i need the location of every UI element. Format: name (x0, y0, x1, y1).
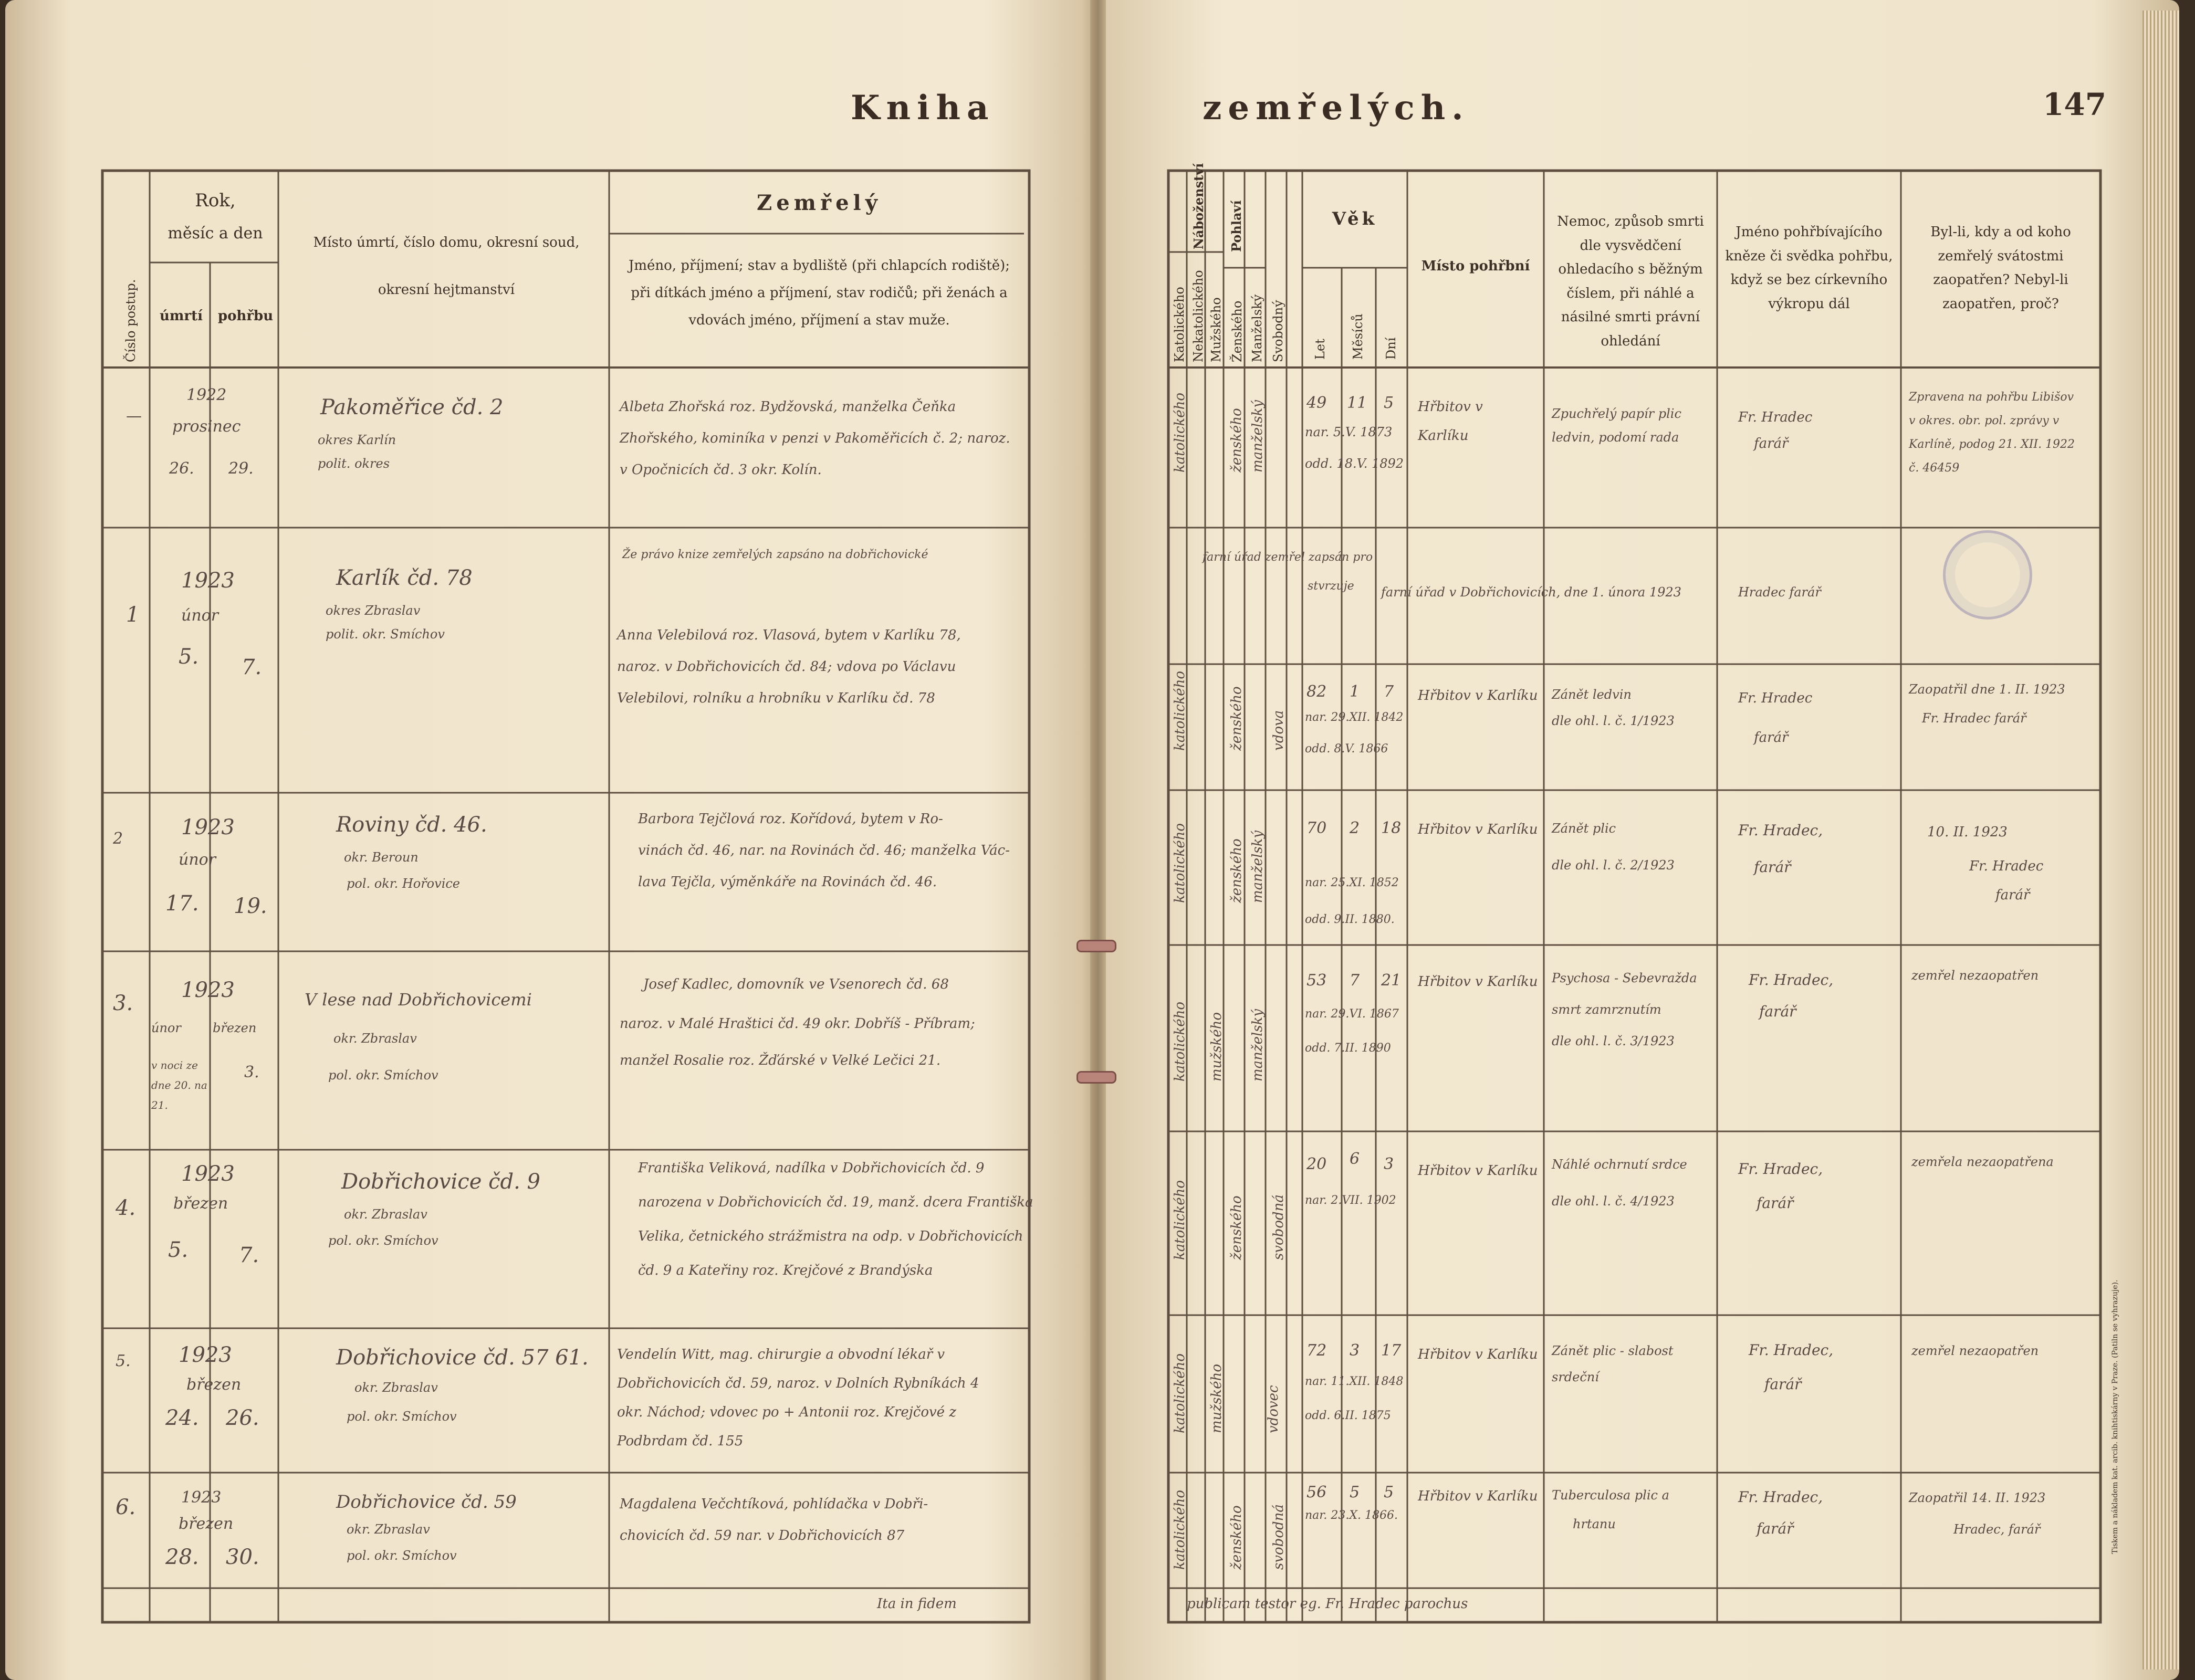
entry-cause: dle ohl. l. č. 4/1923 (1552, 1194, 1675, 1209)
entry-age-months: 3 (1350, 1341, 1360, 1360)
header-nabozenstvi: Náboženství (1191, 163, 1206, 249)
entry-deceased-line: manžel Rosalie roz. Žďárské v Velké Lečici 21. (620, 1053, 941, 1068)
entry-cause: Psychosa - Sebevražda (1552, 971, 1697, 985)
entry-cause: dle ohl. l. č. 2/1923 (1552, 858, 1675, 873)
entry-age-days: 18 (1381, 819, 1402, 837)
entry-year: 1922 (186, 386, 227, 404)
entry-age-years: 56 (1306, 1483, 1327, 1502)
entry-cause: Zánět plic (1552, 821, 1616, 836)
header-cislo: Číslo postup. (123, 279, 138, 362)
entry-status: manželský (1250, 830, 1266, 903)
entry-sex: ženského (1229, 838, 1245, 903)
entry-burial-place: Hřbitov v Karlíku (1418, 1488, 1538, 1504)
entry-number: — (126, 407, 142, 425)
entry-sacraments: Zpravena na pohřbu Libišov (1909, 391, 2074, 404)
entry-month: březen (173, 1194, 228, 1213)
entry-burial-day: 7. (242, 655, 262, 679)
entry-born: nar. 2.VII. 1902 (1305, 1194, 1396, 1207)
entry-married: odd. 9.II. 1880. (1305, 913, 1395, 926)
entry-number: 5. (116, 1352, 131, 1370)
header-svobodny: Svobodný (1271, 300, 1285, 362)
entry-priest: farář (1754, 730, 1789, 746)
entry-place-district: okres Karlín (318, 433, 396, 447)
entry-place: Dobřichovice čd. 9 (341, 1170, 540, 1194)
entry-deceased-line: Zhořského, kominíka v penzi v Pakoměřicích č. 2; naroz. (620, 430, 1010, 446)
header-muzske: Mužského (1209, 297, 1224, 362)
entry-burial-place: Hřbitov v Karlíku (1418, 1163, 1538, 1179)
entry-month: únor (151, 1021, 181, 1035)
entry-sacraments: Fr. Hradec (1969, 858, 2044, 874)
entry-priest: Fr. Hradec (1738, 690, 1813, 706)
entry-month: březen (179, 1515, 234, 1533)
entry-sacraments: Zaopatřil 14. II. 1923 (1909, 1490, 2046, 1505)
entry-priest: farář (1757, 1194, 1794, 1212)
entry-number: 4. (116, 1196, 136, 1220)
entry-place: Karlík čd. 78 (336, 566, 473, 590)
entry-place-district: okr. Zbraslav (354, 1380, 438, 1395)
entry-cause: dle ohl. l. č. 1/1923 (1552, 713, 1675, 728)
entry-age-months: 2 (1350, 819, 1360, 837)
entry-burial-day: 3. (244, 1063, 259, 1082)
header-mesic-den: měsíc a den (168, 224, 263, 243)
entry-burial-day: 29. (228, 459, 254, 478)
entry-priest: farář (1759, 1003, 1796, 1020)
entry-born: nar. 25.XI. 1852 (1305, 876, 1399, 889)
header-let: Let (1313, 339, 1328, 360)
page-number: 147 (2043, 87, 2107, 122)
entry-place-political: pol. okr. Smíchov (347, 1548, 457, 1563)
entry-number: 3. (113, 991, 133, 1015)
entry-status: svobodná (1271, 1194, 1287, 1260)
entry-sacraments: Karlíně, podog 21. XII. 1922 (1909, 438, 2075, 451)
header-zemrely-sub: Jméno, příjmení; stav a bydliště (při chlapcích rodiště); při dítkách jméno a příjmení, stav rodičů; při ženách a vdovách jméno, příjmení a stav muže. (628, 258, 1010, 328)
entry-deceased-line: chovicích čd. 59 nar. v Dobřichovicích 87 (620, 1528, 905, 1544)
entry-priest: Fr. Hradec, (1749, 1341, 1834, 1359)
header-zemrely: Zemřelý (757, 191, 882, 215)
entry-priest: farář (1757, 1520, 1794, 1537)
entry-deceased-line: Podbrdam čd. 155 (617, 1433, 744, 1449)
entry-sacraments: zemřel nezaopatřen (1911, 968, 2039, 983)
entry-age-days: 5 (1384, 1483, 1394, 1502)
entry-deceased-line: Josef Kadlec, domovník ve Vsenorech čd. 68 (643, 976, 949, 992)
entry-deceased-line: Anna Velebilová roz. Vlasová, bytem v Karlíku 78, (617, 627, 961, 643)
entry-year: 1923 (181, 1488, 222, 1507)
entry-married: odd. 18.V. 1892 (1305, 456, 1404, 471)
header-rok: Rok, (195, 190, 236, 211)
entry-religion: katolického (1172, 670, 1188, 751)
entry-year: 1923 (181, 569, 235, 593)
entry-sacraments: č. 46459 (1909, 461, 1960, 475)
parish-stamp (1943, 530, 2032, 620)
entry-deceased-line: v Opočnicích čd. 3 okr. Kolín. (620, 462, 822, 478)
entry-place-political: pol. okr. Smíchov (347, 1409, 457, 1424)
binding-thread-bottom (1076, 1071, 1116, 1084)
header-zenske: Ženského (1230, 300, 1245, 362)
entry-deceased-line: Velebilovi, rolníku a hrobníku v Karlíku čd. 78 (617, 690, 935, 706)
entry-deceased-line: lava Tejčla, výměnkáře na Rovinách čd. 46. (638, 874, 937, 890)
entry-month: únor (181, 606, 219, 625)
entry-priest: farář (1764, 1376, 1802, 1393)
entry-burial-place: Hřbitov v Karlíku (1418, 1347, 1538, 1362)
header-umrti: úmrtí (160, 308, 203, 324)
entry-deceased-line: Barbora Tejčlová roz. Kořídová, bytem v Ro- (638, 811, 943, 827)
entry-sex: ženského (1229, 686, 1245, 751)
entry-death-day: 24. (165, 1406, 199, 1430)
entry-age-years: 72 (1306, 1341, 1327, 1360)
entry-deceased-line: čd. 9 a Kateřiny roz. Krejčové z Brandýska (638, 1263, 933, 1278)
entry-number: 6. (116, 1495, 136, 1519)
header-katolicke: Katolického (1172, 287, 1187, 362)
entry-parish-note: farní úřad zemřel zapsán pro (1203, 551, 1373, 564)
entry-sacraments: zemřela nezaopatřena (1911, 1154, 2054, 1169)
entry-deceased-line: Magdalena Večchtíková, pohlídačka v Dobři- (620, 1496, 928, 1512)
entry-place-political: pol. okr. Smíchov (328, 1068, 438, 1083)
entry-sacraments: 10. II. 1923 (1927, 824, 2008, 840)
entry-priest: Fr. Hradec, (1738, 1488, 1823, 1506)
entry-cause: smrt zamrznutím (1552, 1002, 1661, 1017)
entry-place-political: pol. okr. Smíchov (328, 1233, 438, 1248)
entry-parish-note: farní úřad v Dobřichovicích, dne 1. února 1923 (1381, 585, 1681, 600)
entry-cause: Zánět ledvin (1552, 687, 1632, 702)
entry-age-days: 3 (1384, 1155, 1394, 1173)
entry-cause: srdeční (1552, 1370, 1599, 1384)
title-right: zemřelých. (1203, 88, 1470, 128)
entry-place-political: polit. okr. Smíchov (326, 627, 445, 642)
entry-place-political: polit. okres (318, 456, 390, 471)
header-manzelsky: Manželský (1250, 294, 1264, 362)
entry-status: vdovec (1266, 1385, 1281, 1433)
entry-month: březen (186, 1376, 242, 1394)
entry-parish-signature: Hradec farář (1738, 585, 1821, 600)
entry-born: nar. 29.VI. 1867 (1305, 1007, 1399, 1021)
entry-cause: Zánět plic - slabost (1552, 1343, 1674, 1358)
entry-age-months: 7 (1350, 971, 1360, 990)
entry-age-months: 1 (1350, 682, 1360, 701)
entry-age-years: 70 (1306, 819, 1327, 837)
entry-sex: ženského (1229, 1195, 1245, 1260)
entry-parish-note: stvrzuje (1308, 580, 1354, 593)
entry-burial-place: Hřbitov v (1418, 399, 1483, 415)
entry-religion: katolického (1172, 823, 1188, 903)
entry-place: Roviny čd. 46. (336, 813, 487, 837)
entry-burial-day: 26. (226, 1406, 259, 1430)
entry-sacraments: v okres. obr. pol. zprávy v (1909, 414, 2060, 427)
entry-death-day: 5. (168, 1238, 189, 1262)
entry-month-burial: březen (213, 1021, 257, 1035)
entry-place-district: okr. Zbraslav (347, 1522, 430, 1537)
entry-priest: Fr. Hradec, (1738, 822, 1823, 839)
entry-burial-place: Karlíku (1418, 428, 1469, 444)
entry-status: vdova (1271, 710, 1287, 751)
entry-sacraments: zemřel nezaopatřen (1911, 1343, 2039, 1358)
entry-cause: Náhlé ochrnutí srdce (1552, 1157, 1687, 1172)
header-jmeno-knez: Jméno pohřbívajícího kněze či svědka pohřbu, když se bez církevního výkropu dál (1725, 224, 1893, 312)
entry-religion: katolického (1172, 392, 1188, 472)
entry-age-years: 20 (1306, 1155, 1327, 1173)
entry-place: V lese nad Dobřichovicemi (305, 990, 532, 1010)
entry-deceased-line: vinách čd. 46, nar. na Rovinách čd. 46; manželka Vác- (638, 843, 1010, 858)
entry-age-days: 21 (1381, 971, 1402, 990)
entry-deceased-line: Velika, četnického strážmistra na odp. v Dobřichovicích (638, 1228, 1023, 1244)
entry-age-years: 53 (1306, 971, 1327, 990)
entry-burial-place: Hřbitov v Karlíku (1418, 822, 1538, 837)
entry-married: odd. 6.II. 1875 (1305, 1409, 1391, 1422)
entry-burial-day: 30. (226, 1545, 259, 1569)
entry-place-political: pol. okr. Hořovice (347, 876, 461, 891)
entry-born: nar. 29.XII. 1842 (1305, 711, 1404, 724)
entry-status: manželský (1250, 400, 1266, 472)
entry-sex: ženského (1229, 408, 1245, 472)
attestation-right: publicam testor eg. Fr. Hradec parochus (1187, 1596, 1468, 1612)
entry-number: 2 (113, 830, 123, 848)
entry-age-months: 6 (1350, 1150, 1360, 1168)
entry-place-district: okr. Zbraslav (333, 1031, 417, 1046)
entry-sex: mužského (1209, 1012, 1225, 1082)
attestation-left: Ita in fidem (877, 1596, 957, 1612)
entry-age-years: 49 (1306, 394, 1327, 412)
entry-death-day: 26. (169, 459, 194, 478)
entry-deceased-line: naroz. v Dobřichovicích čd. 84; vdova po Václavu (617, 659, 956, 675)
entry-age-months: 5 (1350, 1483, 1360, 1502)
entry-sex: ženského (1229, 1505, 1245, 1570)
entry-death-day: 5. (179, 645, 199, 669)
entry-priest: Fr. Hradec, (1738, 1160, 1823, 1178)
entry-priest: farář (1754, 858, 1791, 876)
open-register-book (5, 0, 2179, 1680)
entry-place-district: okres Zbraslav (326, 603, 421, 618)
header-misto-1: Místo úmrtí, číslo domu, okresní soud, (313, 235, 580, 250)
entry-sacraments: Fr. Hradec farář (1922, 711, 2026, 726)
entry-year: 1923 (181, 1162, 235, 1186)
entry-born: nar. 5.V. 1873 (1305, 425, 1393, 439)
entry-place: Dobřichovice čd. 59 (336, 1492, 517, 1513)
entry-age-days: 5 (1384, 394, 1394, 412)
entry-priest: Fr. Hradec (1738, 410, 1813, 425)
entry-priest: farář (1754, 436, 1789, 452)
entry-deceased-line: Františka Veliková, nadílka v Dobřichovicích čd. 9 (638, 1160, 985, 1176)
entry-age-months: 11 (1347, 394, 1367, 412)
entry-deceased-line: Dobřichovicích čd. 59, naroz. v Dolních Rybníkách 4 (617, 1376, 979, 1391)
entry-burial-place: Hřbitov v Karlíku (1418, 974, 1538, 990)
header-zaopatren: Byl-li, kdy a od koho zemřelý svátostmi zaopatřen? Nebyl-li zaopatřen, proč? (1930, 224, 2071, 312)
entry-status: manželský (1250, 1009, 1266, 1082)
entry-deceased-line: naroz. v Malé Hraštici čd. 49 okr. Dobříš - Příbram; (620, 1016, 975, 1032)
printer-note: Tiskem a nákladem kat. arcib. knihtiskárny v Praze. (Patiln se vyhrazuje). (2111, 1279, 2119, 1554)
entry-born: nar. 11.XII. 1848 (1305, 1375, 1404, 1388)
binding-thread-top (1076, 940, 1116, 952)
entry-death-day: v noci ze dne 20. na 21. (151, 1059, 207, 1111)
entry-religion: katolického (1172, 1180, 1188, 1260)
entry-month: únor (179, 850, 216, 869)
entry-born: nar. 23.X. 1866. (1305, 1509, 1398, 1522)
entry-number: 1 (126, 603, 140, 627)
header-nemoc: Nemoc, způsob smrti dle vysvědčení ohledacího s běžným číslem, při náhlé a násilné smrti právní ohledání (1557, 214, 1704, 349)
entry-cause: Tuberculosa plic a (1552, 1488, 1669, 1503)
header-pohrbu: pohřbu (217, 308, 274, 324)
entry-sacraments: farář (1995, 887, 2030, 903)
entry-year: 1923 (179, 1343, 232, 1367)
entry-age-days: 17 (1381, 1341, 1402, 1360)
header-vek: Věk (1332, 208, 1378, 229)
entry-religion: katolického (1172, 1489, 1188, 1570)
entry-deceased-line: okr. Náchod; vdovec po + Antonii roz. Krejčové z (617, 1404, 957, 1420)
entry-cause: Zpuchřelý papír plic (1552, 406, 1681, 421)
entry-year: 1923 (181, 815, 235, 839)
entry-burial-place: Hřbitov v Karlíku (1418, 688, 1538, 704)
entry-death-day: 28. (165, 1545, 199, 1569)
entry-year: 1923 (181, 978, 235, 1002)
entry-sacraments: Zaopatřil dne 1. II. 1923 (1909, 682, 2065, 697)
header-pohlavi: Pohlaví (1229, 200, 1244, 252)
entry-religion: katolického (1172, 1001, 1188, 1082)
header-mesicu: Měsíců (1351, 313, 1365, 360)
entry-place: Dobřichovice čd. 57 61. (336, 1346, 589, 1370)
header-misto-pohrbu: Místo pohřbní (1421, 258, 1530, 274)
entry-cause: hrtanu (1573, 1517, 1616, 1531)
entry-cause: ledvin, podomí rada (1552, 430, 1679, 445)
entry-place-district: okr. Beroun (344, 850, 419, 865)
entry-status: svobodná (1271, 1504, 1287, 1570)
entry-married: odd. 7.II. 1890 (1305, 1042, 1391, 1055)
entry-sacraments: Hradec, farář (1953, 1522, 2041, 1537)
entry-month: prosinec (172, 417, 241, 436)
entry-cause: dle ohl. l. č. 3/1923 (1552, 1034, 1675, 1048)
entry-burial-day: 7. (239, 1243, 259, 1267)
header-dni: Dní (1384, 337, 1398, 360)
entry-deceased-note: Že právo knize zemřelých zapsáno na dobřichovické (622, 548, 928, 561)
entry-religion: katolického (1172, 1353, 1188, 1433)
entry-death-day: 17. (165, 891, 199, 916)
entry-deceased-line: narozena v Dobřichovicích čd. 19, manž. dcera Františka (638, 1194, 1033, 1210)
entry-priest: Fr. Hradec, (1749, 971, 1834, 989)
entry-deceased-line: Albeta Zhořská roz. Bydžovská, manželka Čeňka (620, 399, 956, 415)
entry-place: Pakoměřice čd. 2 (320, 395, 504, 419)
entry-age-years: 82 (1306, 682, 1327, 701)
header-misto-2: okresní hejtmanství (378, 282, 515, 298)
entry-burial-day: 19. (234, 894, 267, 918)
entry-age-days: 7 (1384, 682, 1394, 701)
title-left: Kniha (851, 88, 995, 128)
header-nekatolicke: Nekatolického (1191, 270, 1206, 362)
entry-sex: mužského (1209, 1364, 1225, 1433)
entry-place-district: okr. Zbraslav (344, 1207, 427, 1222)
entry-married: odd. 8.V. 1866 (1305, 742, 1388, 755)
entry-deceased-line: Vendelín Witt, mag. chirurgie a obvodní lékař v (617, 1347, 945, 1362)
